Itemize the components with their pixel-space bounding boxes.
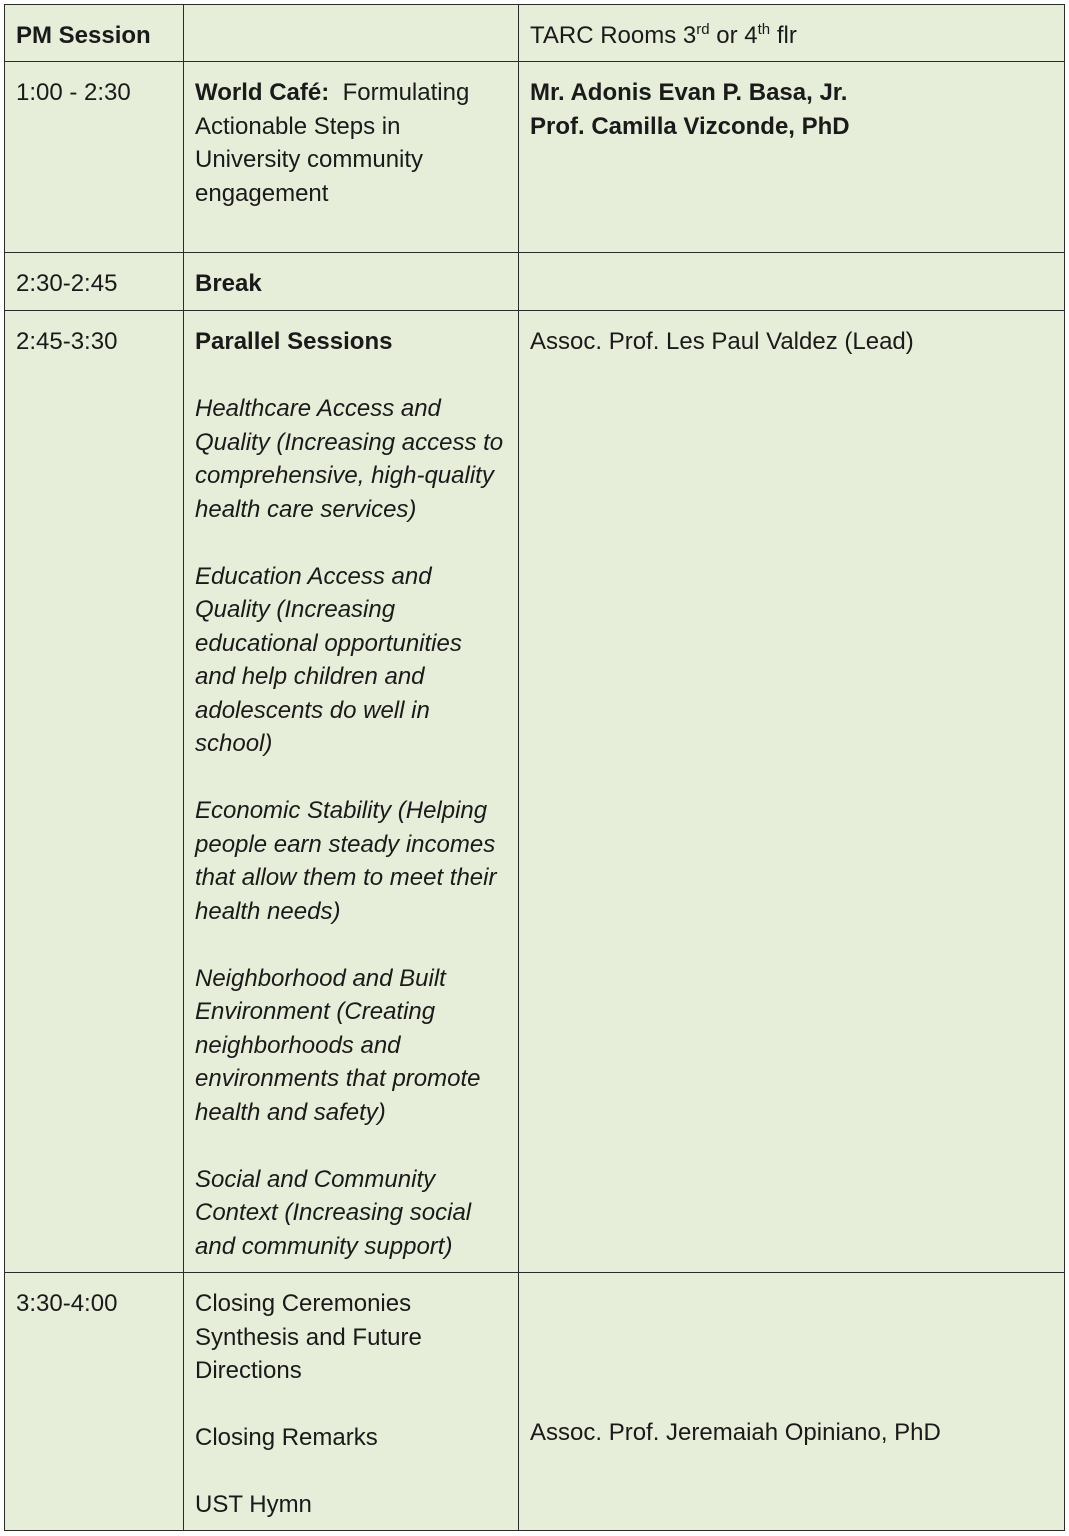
session-topic: Neighborhood and Built Environment (Creating neighborhoods and environments that promote health and safety) <box>195 964 481 1126</box>
empty-cell <box>519 253 1065 311</box>
session-topic: Healthcare Access and Quality (Increasing access to comprehensive, high-quality health care services) <box>195 395 504 523</box>
session-label: PM Session <box>5 5 184 62</box>
header-row <box>5 5 1065 62</box>
row-world-cafe <box>5 62 1065 253</box>
closing-item: Closing Ceremonies <box>195 1290 412 1317</box>
time-cell: 1:00 - 2:30 <box>5 62 184 253</box>
session-topic: Education Access and Quality (Increasing educational opportunities and help children and adolescents do well in school) <box>195 562 462 757</box>
facilitators-cell <box>519 62 1065 253</box>
time-cell: 3:30-4:00 <box>5 1273 184 1531</box>
activity-cell <box>184 62 519 253</box>
speaker-name: Assoc. Prof. Jeremaiah Opiniano, PhD <box>530 1419 941 1446</box>
time-cell: 2:30-2:45 <box>5 253 184 311</box>
activity-description: Formulating Actionable Steps in University community engagement <box>195 79 475 207</box>
activity-title: Parallel Sessions <box>195 328 393 355</box>
venue-cell: TARC Rooms 3rd or 4th flr <box>519 5 1065 62</box>
activity-cell <box>184 311 519 1273</box>
time-cell: 2:45-3:30 <box>5 311 184 1273</box>
closing-item: Closing Remarks <box>195 1424 378 1451</box>
session-topic: Social and Community Context (Increasing social and community support) <box>195 1165 472 1260</box>
closing-item: Synthesis and Future Directions <box>195 1323 422 1384</box>
facilitator-name: Mr. Adonis Evan P. Basa, Jr. <box>530 79 848 106</box>
activity-title: Break <box>184 253 519 311</box>
speaker-cell <box>519 1273 1065 1531</box>
lead-cell: Assoc. Prof. Les Paul Valdez (Lead) <box>519 311 1065 1273</box>
header-blank-cell <box>184 5 519 62</box>
facilitator-name: Prof. Camilla Vizconde, PhD <box>530 112 850 140</box>
row-closing <box>5 1273 1065 1531</box>
schedule-table <box>4 4 1065 1531</box>
closing-item: UST Hymn <box>195 1491 312 1518</box>
row-parallel-sessions <box>5 311 1065 1273</box>
activity-title: World Café: <box>195 79 330 106</box>
activity-cell <box>184 1273 519 1531</box>
session-topic: Economic Stability (Helping people earn steady incomes that allow them to meet their health needs) <box>195 797 497 925</box>
row-break <box>5 253 1065 311</box>
